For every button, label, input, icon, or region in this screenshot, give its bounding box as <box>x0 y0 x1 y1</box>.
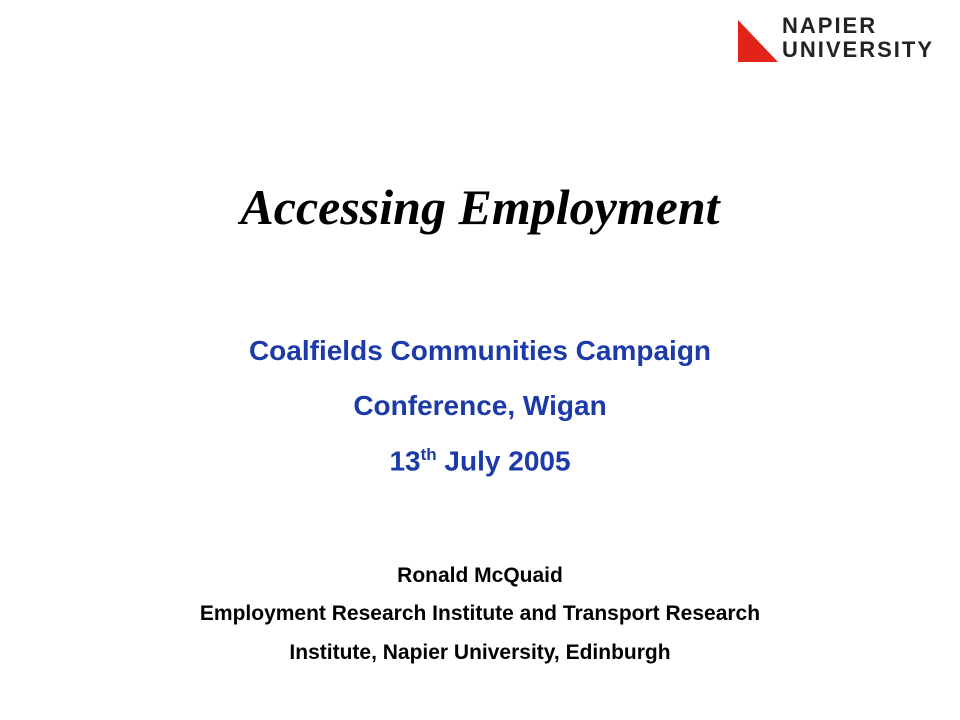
date-day: 13 <box>389 445 421 477</box>
napier-logo-triangle-icon <box>738 18 778 62</box>
slide-title: Accessing Employment <box>240 179 720 235</box>
date-month-year: July 2005 <box>436 445 571 477</box>
logo-line-university: UNIVERSITY <box>782 37 935 62</box>
napier-university-logo <box>738 14 948 70</box>
subtitle-conference: Conference, Wigan <box>353 390 607 421</box>
subtitle-campaign: Coalfields Communities Campaign <box>248 335 712 366</box>
date-ordinal: th <box>420 445 437 464</box>
affiliation-line-2: Institute, Napier University, Edinburgh <box>289 641 671 664</box>
author-name: Ronald McQuaid <box>397 564 563 587</box>
affiliation-line-1: Employment Research Institute and Transport Research <box>199 602 761 625</box>
subtitle-date <box>0 445 960 477</box>
logo-line-napier: NAPIER <box>782 13 878 38</box>
logo-wordmark <box>782 14 934 62</box>
